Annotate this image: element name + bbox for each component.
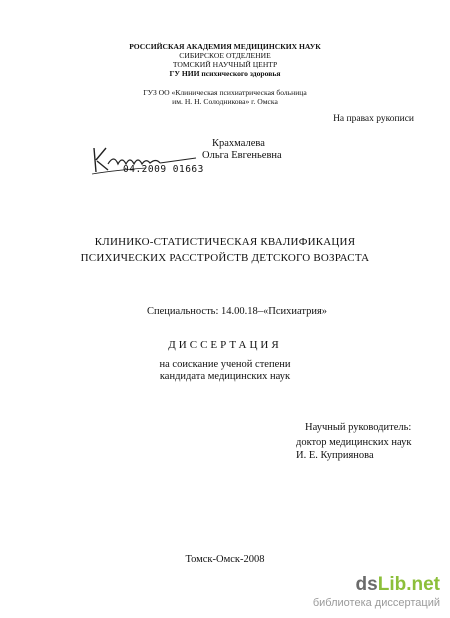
manuscript-rights-note: На правах рукописи: [333, 114, 414, 124]
dslib-watermark: [313, 574, 440, 610]
specialty: Специальность: 14.00.18–«Психиатрия»: [147, 306, 328, 317]
work-type: ДИССЕРТАЦИЯ: [168, 339, 282, 351]
watermark-brand-dark: ds: [355, 574, 378, 595]
watermark-subtitle: библиотека диссертаций: [312, 597, 440, 609]
place-year: Томск-Омск-2008: [185, 554, 265, 565]
center-name: ТОМСКИЙ НАУЧНЫЙ ЦЕНТР: [172, 60, 278, 69]
supervisor-name: И. Е. Куприянова: [296, 450, 374, 461]
hospital-name-line2: им. Н. Н. Солодникова» г. Омска: [172, 97, 278, 106]
dissertation-title-line2: ПСИХИЧЕСКИХ РАССТРОЙСТВ ДЕТСКОГО ВОЗРАСТА: [80, 252, 370, 264]
degree-line2: кандидата медицинских наук: [159, 371, 291, 382]
dissertation-title-line1: КЛИНИКО-СТАТИСТИЧЕСКАЯ КВАЛИФИКАЦИЯ: [94, 236, 356, 248]
supervisor-label: Научный руководитель:: [305, 422, 412, 433]
degree-line1: на соискание ученой степени: [159, 359, 291, 370]
registration-number: 04.2009 01663: [123, 164, 204, 175]
watermark-brand: [313, 574, 440, 596]
author-surname: Крахмалева: [212, 138, 265, 149]
branch-name: СИБИРСКОЕ ОТДЕЛЕНИЕ: [179, 51, 271, 60]
academy-name: РОССИЙСКАЯ АКАДЕМИЯ МЕДИЦИНСКИХ НАУК: [129, 42, 321, 51]
supervisor-degree: доктор медицинских наук: [296, 437, 412, 448]
watermark-brand-light: Lib.net: [377, 574, 440, 595]
hospital-name-line1: ГУЗ ОО «Клиническая психиатрическая больница: [143, 88, 307, 97]
institute-name: ГУ НИИ психического здоровья: [169, 69, 281, 78]
author-name: Ольга Евгеньевна: [202, 150, 282, 161]
